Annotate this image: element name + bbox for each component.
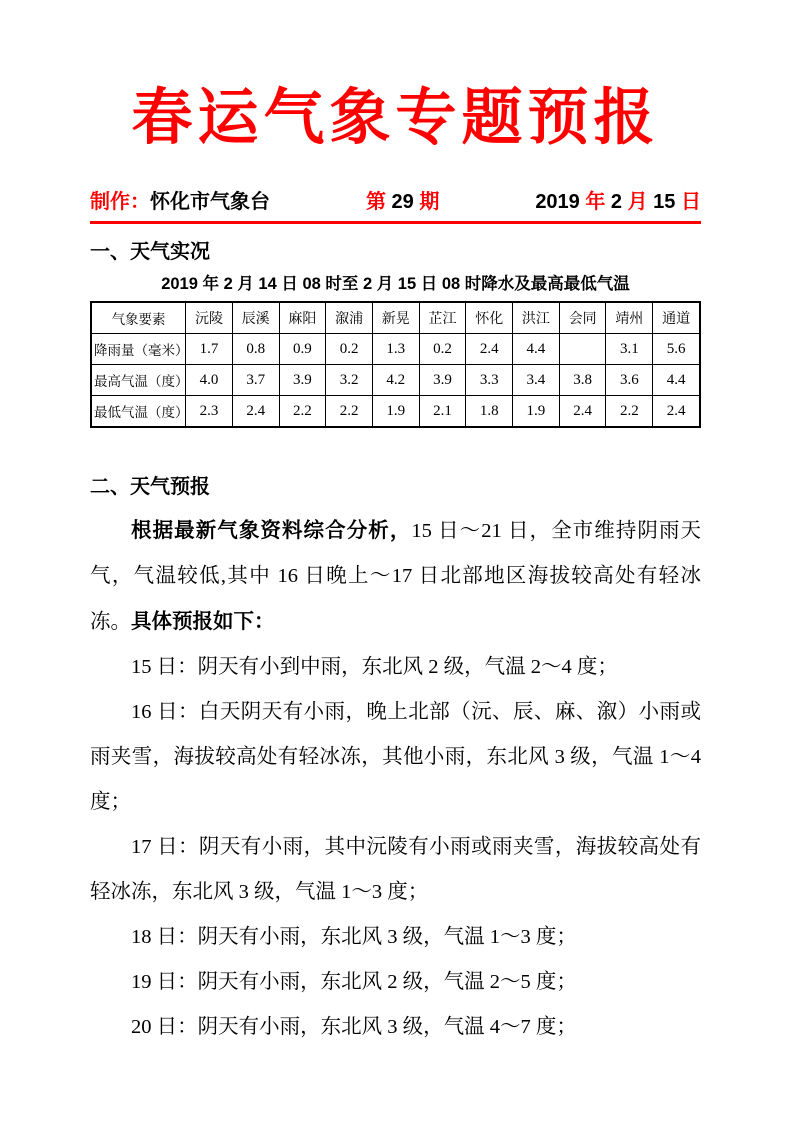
table-row-max-temp [91,365,700,396]
table-cell: 2.4 [559,396,606,428]
forecast-day-16: 16 日：白天阴天有小雨，晚上北部（沅、辰、麻、溆）小雨或雨夹雪，海拔较高处有轻冰冻，其他小雨，东北风 3 级，气温 1～4 度； [90,701,701,814]
header-info-line [90,185,701,214]
table-cell: 3.2 [326,365,373,396]
table-cell: 4.4 [653,365,700,396]
table-header-cell: 气象要素 [91,302,186,334]
table-cell: 3.1 [606,334,653,365]
table-cell: 2.4 [466,334,513,365]
date-month-unit: 月 [627,191,648,214]
date-year: 2019 [535,191,586,214]
date-year-unit: 年 [585,191,606,214]
table-cell: 0.9 [279,334,326,365]
issue-prefix: 第 [365,191,392,214]
date-month: 2 [605,191,628,214]
table-row-rainfall [91,334,700,365]
table-cell: 3.8 [559,365,606,396]
table-header-cell: 芷江 [419,302,466,334]
table-cell: 0.8 [232,334,279,365]
table-cell: 4.4 [513,334,560,365]
issue-number-field [366,185,439,214]
table-header-cell: 麻阳 [279,302,326,334]
table-cell: 2.2 [326,396,373,428]
issue-suffix: 期 [413,191,440,214]
table-cell: 3.9 [279,365,326,396]
forecast-intro-tail: 具体预报如下： [131,610,275,634]
table-cell: 2.4 [232,396,279,428]
table-header-cell: 会同 [559,302,606,334]
date-day: 15 [647,191,681,214]
table-cell: 1.3 [372,334,419,365]
table-header-cell: 靖州 [606,302,653,334]
weather-table-caption: 2019 年 2 月 14 日 08 时至 2 月 15 日 08 时降水及最高最低气温 [161,275,630,294]
table-cell: 4.2 [372,365,419,396]
table-cell: 2.1 [419,396,466,428]
table-header-cell: 洪江 [513,302,560,334]
table-row-label: 最低气温（度） [91,396,186,428]
table-cell: 3.4 [513,365,560,396]
forecast-day-20: 20 日：阴天有小雨，东北风 3 级，气温 4～7 度； [131,1016,577,1039]
table-cell: 5.6 [653,334,700,365]
table-cell: 3.9 [419,365,466,396]
header-divider [90,221,701,224]
table-row-label: 降雨量（毫米） [91,334,186,365]
issue-date-field [535,185,701,214]
table-cell: 0.2 [419,334,466,365]
table-header-cell: 怀化 [466,302,513,334]
issue-number: 29 [391,191,414,214]
table-cell: 1.7 [186,334,233,365]
table-cell: 1.9 [372,396,419,428]
table-header-cell: 通道 [653,302,700,334]
table-cell: 3.3 [466,365,513,396]
table-row-label: 最高气温（度） [91,365,186,396]
weather-observation-table [90,301,701,428]
forecast-intro-lead: 根据最新气象资料综合分析， [131,519,412,543]
date-day-unit: 日 [680,191,701,214]
table-cell: 1.8 [466,396,513,428]
forecast-intro-paragraph [90,508,701,645]
table-cell: 4.0 [186,365,233,396]
table-cell: 2.2 [606,396,653,428]
forecast-day-18: 18 日：阴天有小雨，东北风 3 级，气温 1～3 度； [131,926,577,949]
table-cell: 2.4 [653,396,700,428]
forecast-intro-body: 15 日～21 日，全市维持阴雨天气，气温较低,其中 16 日晚上～17 日北部地区海拔较高处有轻冰冻。 [90,520,702,634]
table-cell: 3.6 [606,365,653,396]
producer-field [90,185,270,214]
producer-label: 制作： [90,191,150,214]
section2-heading: 二、天气预报 [90,476,210,499]
table-cell: 3.7 [232,365,279,396]
producer-name: 怀化市气象台 [150,191,270,214]
table-header-cell: 辰溪 [232,302,279,334]
table-row-min-temp [91,396,700,428]
forecast-day-17: 17 日：阴天有小雨，其中沅陵有小雨或雨夹雪，海拔较高处有轻冰冻，东北风 3 级，气温 1～3 度； [90,836,701,904]
table-header-cell: 沅陵 [186,302,233,334]
table-cell: 0.2 [326,334,373,365]
table-cell [559,334,606,365]
forecast-day-19: 19 日：阴天有小雨，东北风 2 级，气温 2～5 度； [131,971,577,994]
section1-heading: 一、天气实况 [90,241,210,264]
table-header-row [91,302,700,334]
table-cell: 2.2 [279,396,326,428]
table-header-cell: 溆浦 [326,302,373,334]
table-cell: 2.3 [186,396,233,428]
forecast-day-15: 15 日：阴天有小到中雨，东北风 2 级，气温 2～4 度； [131,656,618,679]
table-header-cell: 新晃 [372,302,419,334]
table-cell: 1.9 [513,396,560,428]
document-title: 春运气象专题预报 [131,85,660,152]
